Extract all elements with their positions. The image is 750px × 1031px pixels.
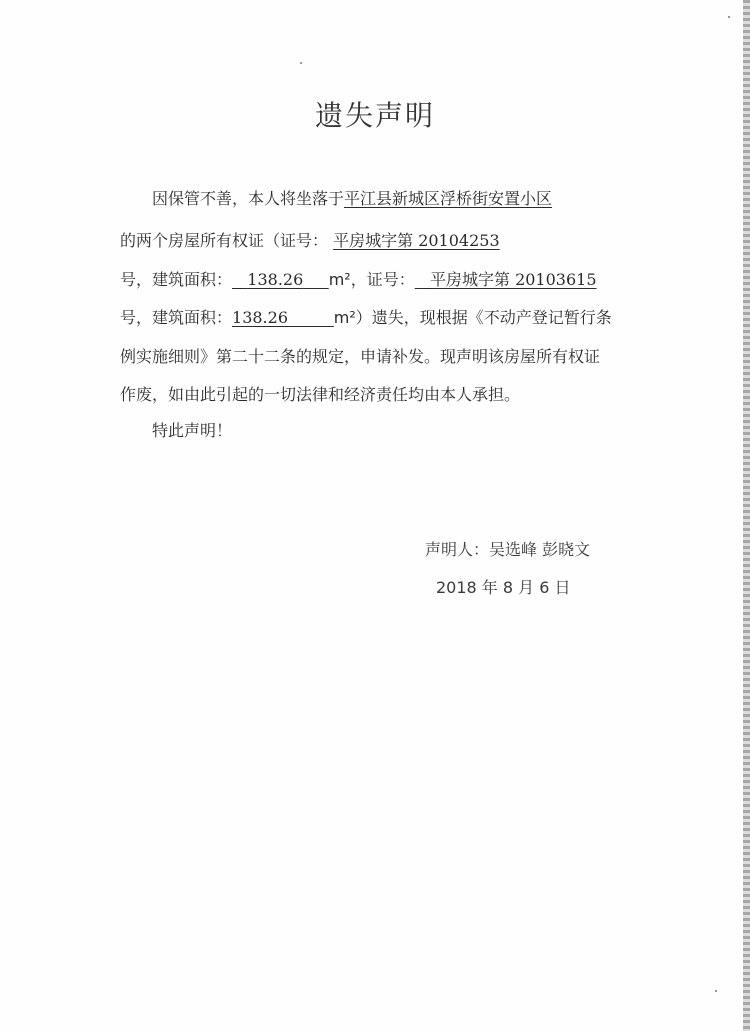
- cert2-field: [415, 270, 597, 289]
- area2-field: [232, 308, 334, 327]
- signature-date: 2018 年 8 月 6 日: [436, 578, 571, 597]
- body-line-5: 例实施细则》第二十二条的规定，申请补发。现声明该房屋所有权证: [120, 347, 601, 366]
- address-field: 平江县新城区浮桥街安置小区: [344, 189, 553, 208]
- line3-b: m²，证号：: [328, 270, 415, 289]
- declarant-names: 吴选峰 彭晓文: [489, 540, 591, 559]
- line4-a: 号，建筑面积：: [120, 308, 233, 327]
- scan-speck: [715, 990, 717, 992]
- area1-value: 138.26: [247, 270, 304, 289]
- area2-value: 138.26: [232, 308, 288, 327]
- body-line-3: [120, 267, 597, 290]
- body-line-4: [120, 305, 612, 328]
- body-line-2: [120, 228, 500, 251]
- line4-b: m²）遗失，现根据《不动产登记暂行条: [333, 308, 612, 327]
- line2-prefix: 的两个房屋所有权证（证号：: [120, 231, 329, 250]
- closing-line: 特此声明！: [152, 421, 233, 440]
- scan-edge: [743, 0, 750, 1031]
- scan-speck: [728, 16, 730, 18]
- area1-field: [232, 270, 329, 289]
- declarant-label: 声明人：: [425, 540, 490, 559]
- body-line-6: 作废，如由此引起的一切法律和经济责任均由本人承担。: [120, 385, 521, 404]
- line1-prefix: 因保管不善，本人将坐落于: [152, 189, 345, 208]
- document-title: 遗失声明: [314, 99, 435, 132]
- scan-speck: [300, 62, 302, 64]
- line3-a: 号，建筑面积：: [120, 270, 233, 289]
- body-line-1: [152, 186, 552, 209]
- declarant-line: [425, 537, 590, 560]
- cert2-value: 平房城字第 20103615: [429, 270, 597, 289]
- cert1-field: 平房城字第 20104253: [333, 231, 500, 250]
